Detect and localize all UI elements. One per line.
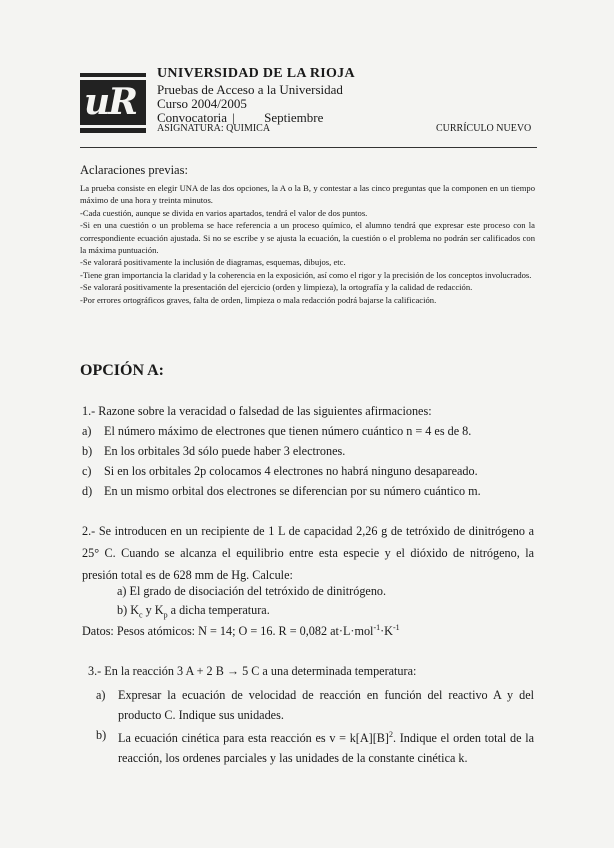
item-label: b) <box>117 603 128 617</box>
item-text: En los orbitales 3d sólo puede haber 3 electrones. <box>104 444 346 458</box>
instruction-line: -Se valorará positivamente la inclusión de diagramas, esquemas, dibujos, etc. <box>80 257 346 268</box>
item-text: El grado de disociación del tetróxido de dinitrógeno. <box>129 584 387 598</box>
item-label: b) <box>82 444 93 458</box>
university-logo <box>80 73 146 133</box>
exponent: -1 <box>392 623 400 632</box>
question-1-item-b <box>82 444 345 459</box>
item-text: Expresar la ecuación de velocidad de reacción en función del reactivo A y del producto C. Indique sus unidades. <box>118 688 534 722</box>
data-text: Datos: Pesos atómicos: N = 14; O = 16. R = 0,082 at·L·mol <box>82 624 374 639</box>
item-text: La ecuación cinética para esta reacción es v = k[A][B] <box>118 731 389 746</box>
convocatoria-label: Convocatoria <box>157 110 228 125</box>
question-2-item-b <box>117 603 270 619</box>
convocatoria-month: Septiembre <box>264 110 324 125</box>
item-label: a) <box>82 424 92 438</box>
item-text: a dicha temperatura. <box>167 603 270 617</box>
instruction-line: -Si en una cuestión o un problema se hace referencia a un proceso químico, el alumno tendrá que expresar este proceso con la correspondiente ecuación ajustada. Si no se escribe y se ajusta la ecuación, la cuestión o el problema no podrán ser calificados con la máxima puntuación. <box>80 220 535 256</box>
kc-kp-joiner: y <box>142 603 155 617</box>
instructions-title: Aclaraciones previas: <box>80 163 188 177</box>
item-label: c) <box>82 464 92 478</box>
university-name: UNIVERSIDAD DE LA RIOJA <box>157 66 355 81</box>
question-3-item-a <box>96 685 534 725</box>
data-text: ·K <box>380 624 393 639</box>
item-label: a) <box>96 688 106 702</box>
item-label: b) <box>96 728 107 742</box>
instruction-line: -Por errores ortográficos graves, falta de orden, limpieza o mala redacción podrá bajarse la calificación. <box>80 294 437 305</box>
item-label: a) <box>117 584 127 598</box>
question-2-data <box>82 623 400 639</box>
course-year: Curso 2004/2005 <box>157 96 247 111</box>
item-text: El número máximo de electrones que tienen número cuántico n = 4 es de 8. <box>104 424 472 438</box>
option-a-heading: OPCIÓN A: <box>80 362 164 379</box>
question-1-item-c <box>82 464 478 479</box>
instruction-line: -Cada cuestión, aunque se divida en varios apartados, tendrá el valor de dos puntos. <box>80 207 368 218</box>
instruction-line: La prueba consiste en elegir UNA de las dos opciones, la A o la B, y contestar a las cinco preguntas que la componen en un tiempo máximo de una hora y treinta minutos. <box>80 183 535 206</box>
logo-lettering: uR <box>84 81 137 123</box>
exponent: -1 <box>373 623 381 632</box>
exam-name: Pruebas de Acceso a la Universidad <box>157 82 343 97</box>
question-3-item-b <box>96 725 534 768</box>
item-text: . Indique el orden total de la reacción, los ordenes parciales y las unidades de la constante cinética k. <box>118 731 535 766</box>
question-2-item-a <box>117 584 386 599</box>
question-2-statement: 2.- Se introducen en un recipiente de 1 L de capacidad 2,26 g de tetróxido de dinitrógeno a 25° C. Cuando se alcanza el equilibrio entre esta especie y el dióxido de nitrógeno, la presión total es de 628 mm de Hg. Calcule: <box>82 524 534 582</box>
curriculum-label: CURRÍCULO NUEVO <box>436 123 532 134</box>
kc-symbol: K <box>130 603 140 617</box>
subject-label: ASIGNATURA: QUIMICA <box>157 123 271 134</box>
item-label: d) <box>82 484 93 498</box>
exponent: 2 <box>388 730 393 739</box>
item-text-wrap <box>118 725 534 768</box>
convocatoria-mark: | <box>232 110 235 125</box>
item-text: En un mismo orbital dos electrones se diferencian por su número cuántico m. <box>104 484 481 498</box>
question-3-title: 3.- En la reacción 3 A + 2 B → 5 C a una determinada temperatura: <box>88 664 417 678</box>
question-1-title: 1.- Razone sobre la veracidad o falsedad de las siguientes afirmaciones: <box>82 404 432 418</box>
question-1-item-d <box>82 484 481 499</box>
instruction-line: -Tiene gran importancia la claridad y la coherencia en la exposición, así como el rigor y la precisión de los conceptos involucrados. <box>80 269 532 280</box>
instruction-line: -Se valorará positivamente la presentación del ejercicio (orden y limpieza), la ortografía y la calidad de redacción. <box>80 282 473 293</box>
item-text: Si en los orbitales 2p colocamos 4 electrones no habrá ninguno desapareado. <box>104 464 478 478</box>
instructions-body <box>80 182 535 306</box>
kc-subscript: c <box>139 610 143 620</box>
kp-symbol: K <box>154 603 164 617</box>
header-divider <box>80 147 537 148</box>
question-1-item-a <box>82 424 471 439</box>
kp-subscript: p <box>163 610 168 620</box>
